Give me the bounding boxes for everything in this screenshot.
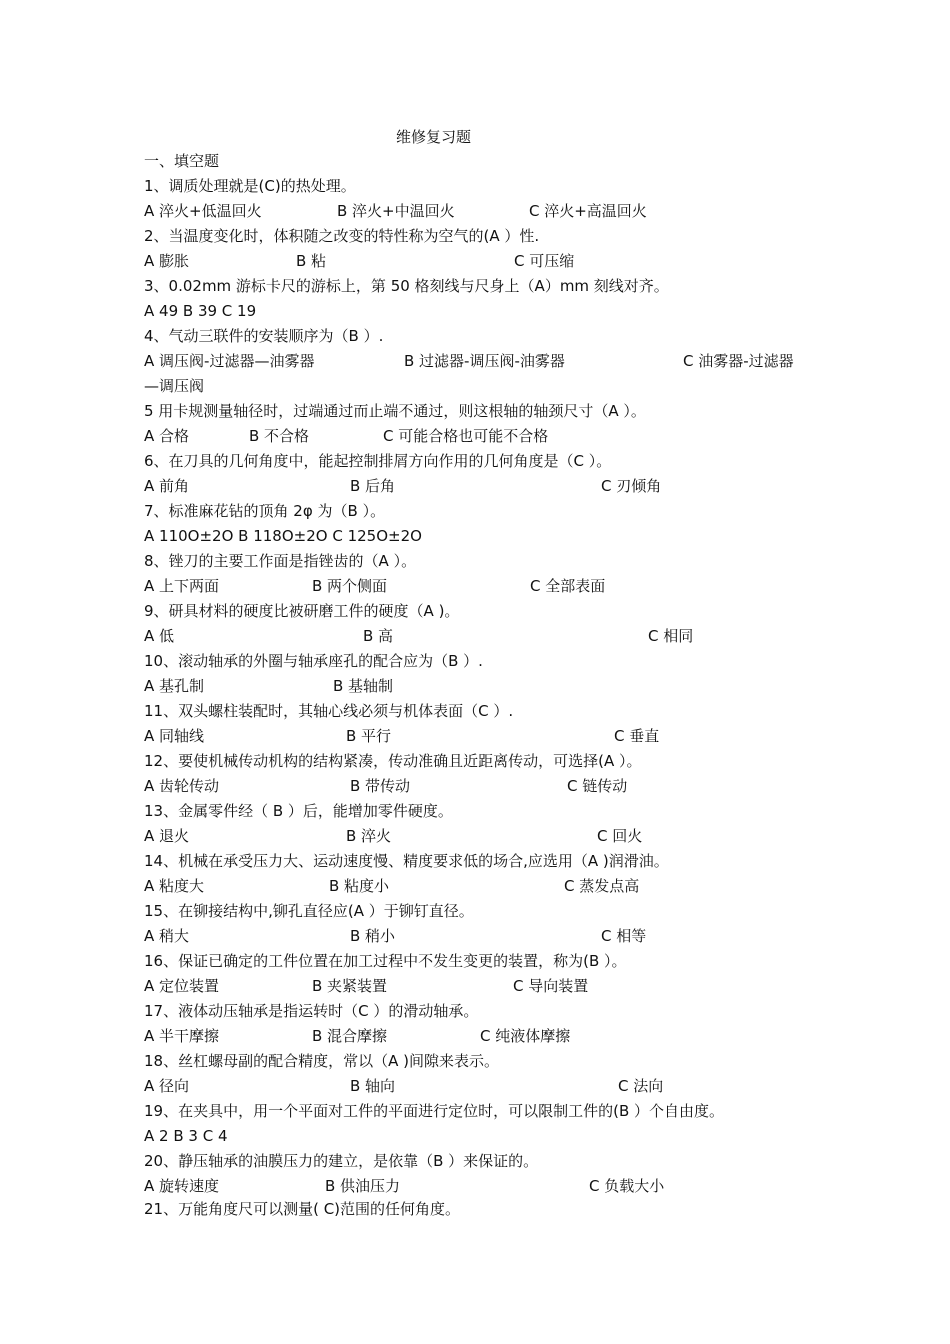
q11-option-c: C 垂直	[614, 727, 660, 745]
q7-options: A 110O±2O B 118O±2O C 125O±2O	[144, 527, 422, 545]
question-4: 4、气动三联件的安装顺序为（B ）.	[144, 327, 384, 345]
q10-option-b: B 基轴制	[333, 677, 394, 695]
q5-option-b: B 不合格	[249, 427, 310, 445]
q2-option-c: C 可压缩	[514, 252, 575, 270]
q8-option-b: B 两个侧面	[312, 577, 388, 595]
q15-option-a: A 稍大	[144, 927, 190, 945]
q12-option-b: B 带传动	[350, 777, 411, 795]
q18-option-a: A 径向	[144, 1077, 190, 1095]
q9-option-b: B 高	[363, 627, 394, 645]
q4-option-c: C 油雾器-过滤器	[683, 352, 794, 370]
q6-option-c: C 刃倾角	[601, 477, 662, 495]
question-8: 8、锉刀的主要工作面是指锉齿的（A ）。	[144, 552, 417, 570]
q13-option-b: B 淬火	[346, 827, 392, 845]
question-19: 19、在夹具中，用一个平面对工件的平面进行定位时，可以限制工件的(B ）个自由度。	[144, 1102, 725, 1120]
question-18: 18、丝杠螺母副的配合精度，常以（A )间隙来表示。	[144, 1052, 499, 1070]
q5-option-a: A 合格	[144, 427, 190, 445]
q13-option-a: A 退火	[144, 827, 190, 845]
q20-option-b: B 供油压力	[325, 1177, 401, 1195]
q14-option-b: B 粘度小	[329, 877, 390, 895]
q17-option-c: C 纯液体摩擦	[480, 1027, 571, 1045]
section-heading: 一、填空题	[144, 152, 220, 170]
question-13: 13、金属零件经（ B ）后，能增加零件硬度。	[144, 802, 453, 820]
question-6: 6、在刀具的几何角度中，能起控制排屑方向作用的几何角度是（C ）。	[144, 452, 612, 470]
q4-option-a: A 调压阀-过滤器—油雾器	[144, 352, 315, 370]
question-15: 15、在铆接结构中,铆孔直径应(A ）于铆钉直径。	[144, 902, 474, 920]
question-17: 17、液体动压轴承是指运转时（C ）的滑动轴承。	[144, 1002, 479, 1020]
question-14: 14、机械在承受压力大、运动速度慢、精度要求低的场合,应选用（A )润滑油。	[144, 852, 669, 870]
q15-option-b: B 稍小	[350, 927, 396, 945]
question-9: 9、研具材料的硬度比被研磨工件的硬度（A )。	[144, 602, 460, 620]
q2-option-a: A 膨胀	[144, 252, 190, 270]
q18-option-c: C 法向	[618, 1077, 664, 1095]
q13-option-c: C 回火	[597, 827, 643, 845]
question-10: 10、滚动轴承的外圈与轴承座孔的配合应为（B ）.	[144, 652, 483, 670]
q9-option-a: A 低	[144, 627, 175, 645]
q10-option-a: A 基孔制	[144, 677, 205, 695]
question-20: 20、静压轴承的油膜压力的建立，是依靠（B ）来保证的。	[144, 1152, 539, 1170]
q14-option-c: C 蒸发点高	[564, 877, 640, 895]
question-1: 1、调质处理就是(C)的热处理。	[144, 177, 356, 195]
q1-option-a: A 淬火+低温回火	[144, 202, 262, 220]
q16-option-a: A 定位装置	[144, 977, 220, 995]
q20-option-c: C 负载大小	[589, 1177, 665, 1195]
q1-option-c: C 淬火+高温回火	[529, 202, 647, 220]
q17-option-b: B 混合摩擦	[312, 1027, 388, 1045]
document-title: 维修复习题	[396, 128, 472, 146]
q6-option-a: A 前角	[144, 477, 190, 495]
q12-option-c: C 链传动	[567, 777, 628, 795]
q4-option-b: B 过滤器-调压阀-油雾器	[404, 352, 565, 370]
q17-option-a: A 半干摩擦	[144, 1027, 220, 1045]
question-21: 21、万能角度尺可以测量( C)范围的任何角度。	[144, 1200, 461, 1218]
q3-options: A 49 B 39 C 19	[144, 302, 257, 320]
q20-option-a: A 旋转速度	[144, 1177, 220, 1195]
q15-option-c: C 相等	[601, 927, 647, 945]
q14-option-a: A 粘度大	[144, 877, 205, 895]
q6-option-b: B 后角	[350, 477, 396, 495]
question-11: 11、双头螺柱装配时，其轴心线必须与机体表面（C ）.	[144, 702, 514, 720]
question-5: 5 用卡规测量轴径时，过端通过而止端不通过，则这根轴的轴颈尺寸（A ）。	[144, 402, 646, 420]
q11-option-a: A 同轴线	[144, 727, 205, 745]
q8-option-a: A 上下两面	[144, 577, 220, 595]
q9-option-c: C 相同	[648, 627, 694, 645]
question-16: 16、保证已确定的工件位置在加工过程中不发生变更的装置，称为(B ）。	[144, 952, 627, 970]
question-12: 12、要使机械传动机构的结构紧凑，传动准确且近距离传动，可选择(A ）。	[144, 752, 642, 770]
question-7: 7、标准麻花钻的顶角 2φ 为（B ）。	[144, 502, 386, 520]
q5-option-c: C 可能合格也可能不合格	[383, 427, 549, 445]
q16-option-c: C 导向装置	[513, 977, 589, 995]
question-2: 2、当温度变化时，体积随之改变的特性称为空气的(A ）性.	[144, 227, 540, 245]
q4-option-c-continuation: —调压阀	[144, 377, 205, 395]
q18-option-b: B 轴向	[350, 1077, 396, 1095]
q12-option-a: A 齿轮传动	[144, 777, 220, 795]
q1-option-b: B 淬火+中温回火	[337, 202, 455, 220]
q2-option-b: B 粘	[296, 252, 327, 270]
q8-option-c: C 全部表面	[530, 577, 606, 595]
q11-option-b: B 平行	[346, 727, 392, 745]
q19-options: A 2 B 3 C 4	[144, 1127, 228, 1145]
q16-option-b: B 夹紧装置	[312, 977, 388, 995]
question-3: 3、0.02mm 游标卡尺的游标上，第 50 格刻线与尺身上（A）mm 刻线对齐。	[144, 277, 669, 295]
